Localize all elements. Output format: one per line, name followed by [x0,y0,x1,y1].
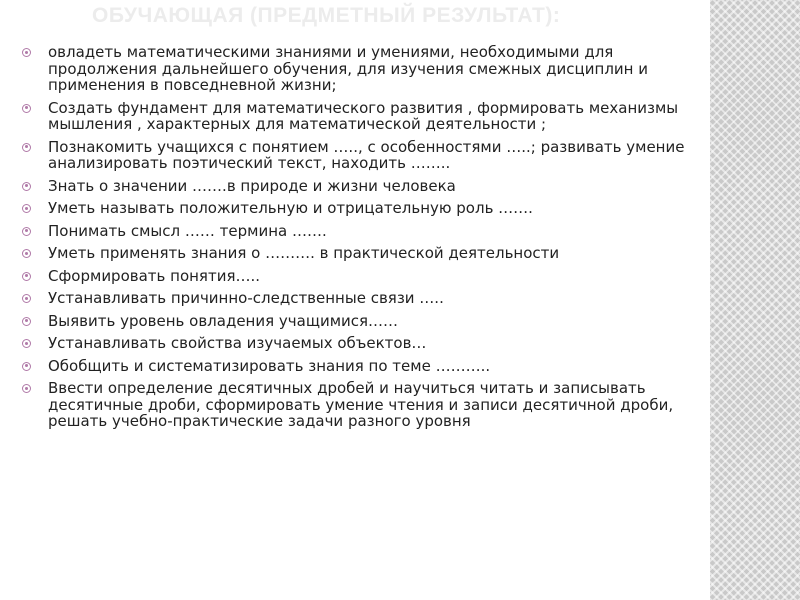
list-item [22,268,712,285]
decorative-side-strip [710,0,800,600]
list-item [22,139,712,172]
list-item-text: Уметь называть положительную и отрицательную роль ……. [48,199,533,217]
list-item [22,100,712,133]
slide-title: ОБУЧАЮЩАЯ (ПРЕДМЕТНЫЙ РЕЗУЛЬТАТ): [92,4,561,27]
list-item [22,290,712,307]
circle-bullet-icon [22,227,31,236]
circle-bullet-icon [22,362,31,371]
circle-bullet-icon [22,272,31,281]
list-item-text: Познакомить учащихся с понятием ….., с особенностями …..; развивать умение анализировать поэтический текст, находить …….. [48,137,685,172]
list-item [22,200,712,217]
circle-bullet-icon [22,104,31,113]
list-item-text: Устанавливать свойства изучаемых объектов… [48,334,427,352]
circle-bullet-icon [22,249,31,258]
list-item [22,178,712,195]
circle-bullet-icon [22,384,31,393]
list-item [22,358,712,375]
list-item-text: Знать о значении …….в природе и жизни человека [48,176,456,195]
circle-bullet-icon [22,339,31,348]
list-item-text: Уметь применять знания о ………. в практической деятельности [48,244,560,262]
circle-bullet-icon [22,317,31,326]
list-item-text: Понимать смысл …… термина ……. [48,221,327,240]
circle-bullet-icon [22,143,31,152]
circle-bullet-icon [22,48,31,57]
list-item [22,245,712,262]
list-item [22,44,712,94]
circle-bullet-icon [22,204,31,213]
list-item-text: Выявить уровень овладения учащимися…… [48,311,399,330]
list-item [22,380,712,430]
list-item [22,313,712,330]
list-item [22,223,712,240]
list-item-text: овладеть математическими знаниями и умениями, необходимыми для продолжения дальнейшего обучения, для изучения смежных дисциплин и применения в повседневной жизни; [48,43,648,94]
list-item-text: Создать фундамент для математического развития , формировать механизмы мышления , характерных для математической деятельности ; [48,98,679,133]
list-item [22,335,712,352]
bullet-list [22,44,712,436]
list-item-text: Сформировать понятия….. [48,266,260,285]
list-item-text: Обобщить и систематизировать знания по теме ……….. [48,356,491,375]
list-item-text: Устанавливать причинно-следственные связи ….. [48,289,444,307]
list-item-text: Ввести определение десятичных дробей и научиться читать и записывать десятичные дроби, сформировать умение чтения и записи десятичной дроби, решать учебно-практические задачи разного уровня [48,379,674,430]
circle-bullet-icon [22,182,31,191]
circle-bullet-icon [22,294,31,303]
